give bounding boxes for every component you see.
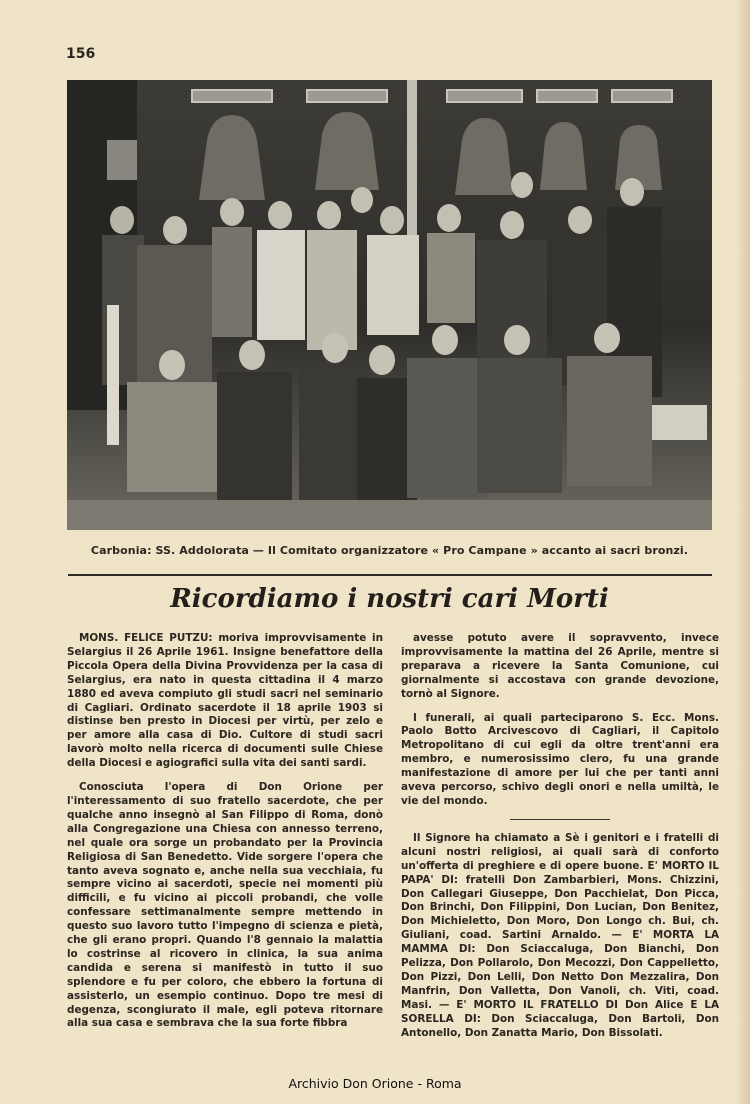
paragraph-putzu-death: avesse potuto avere il sopravvento, invece improvvisamente la mattina del 26 Aprile, mentre si preparava a ricevere la Santa Comunione, cui giornalmente si accostava con grande devozione, tornò al Signore. xyxy=(401,632,719,700)
article-column-right xyxy=(401,632,719,1050)
archive-footer: Archivio Don Orione - Roma xyxy=(288,1076,462,1091)
page-edge-shadow xyxy=(736,0,750,1104)
page-number: 156 xyxy=(66,46,96,62)
divider-rule xyxy=(68,574,712,576)
article-headline: Ricordiamo i nostri cari Morti xyxy=(170,584,609,614)
photo-caption: Carbonia: SS. Addolorata — Il Comitato organizzatore « Pro Campane » accanto ai sacri bronzi. xyxy=(90,544,689,557)
group-photo-icon xyxy=(67,80,712,530)
article-column-left xyxy=(67,632,383,1041)
section-separator xyxy=(510,819,610,820)
paragraph-putzu-funeral: I funerali, ai quali parteciparono S. Ecc. Mons. Paolo Botto Arcivescovo di Cagliari, il Capitolo Metropolitano di cui egli da oltre trent'anni era membro, e numerosissimo clero, fu una grande manifestazione di amore per lui che per tanti anni aveva percorso, schivo degli onori e nella umiltà, le vie del mondo. xyxy=(401,711,719,807)
paragraph-putzu-intro: MONS. FELICE PUTZU: moriva improvvisamente in Selargius il 26 Aprile 1961. Insigne benefattore della Piccola Opera della Divina Provvidenza per la casa di Selargius, era nato in questa cittadina il 4 marzo 1880 ed aveva compiuto gli studi sacri nel seminario di Cagliari. Ordinato sacerdote il 18 aprile 1903 si distinse ben presto in Diocesi per virtù, per zelo e per amore alla casa di Dio. Cultore di studi sacri lavorò molto nella ricerca di documenti sulle Chiese della Diocesi e agiografici sulla vita dei santi sardi. xyxy=(67,632,383,770)
paragraph-putzu-orione: Conosciuta l'opera di Don Orione per l'interessamento di suo fratello sacerdote, che per qualche anno insegnò al San Filippo di Roma, donò alla Congregazione una Chiesa con annesso terreno, nel quale ora sorge un probandato per la Provincia Religiosa di San Benedetto. Vide sorgere l'opera che tanto aveva sognato e, anche nella sua vecchiaia, fu sempre vicino ai sacerdoti, specie nei momenti più difficili, e fu vicino ai piccoli probandi, che volle confessare settimanalmente sempre mettendo in questo suo lavoro tutto l'impegno di scienza e pietà, che gli erano propri. Quando l'8 gennaio la malattia lo costrinse al ricovero in clinica, la sua anima candida e serena si manifestò in tutto il suo splendore e fu per coloro, che ebbero la fortuna di assisterlo, un esempio continuo. Dopo tre mesi di degenza, scongiurato il male, egli poteva ritornare alla sua casa e sembrava che la sua forte fibbra xyxy=(67,781,383,1030)
group-photo xyxy=(67,80,712,530)
paragraph-relatives-deceased: Il Signore ha chiamato a Sè i genitori e i fratelli di alcuni nostri religiosi, ai quali sarà di conforto un'offerta di preghiere e di opere buone. E' MORTO IL PAPA' DI: fratelli Don Zambarbieri, Mons. Chizzini, Don Callegari Giuseppe, Don Pacchielat, Don Picca, Don Brinchi, Don Filippini, Don Lucian, Don Benitez, Don Michieletto, Don Moro, Don Longo ch. Bui, ch. Giuliani, coad. Sartini Arnaldo. — E' MORTA LA MAMMA DI: Don Sciaccaluga, Don Bianchi, Don Pelizza, Don Pollarolo, Don Mecozzi, Don Cappelletto, Don Pizzi, Don Lelli, Don Netto Don Mezzalira, Don Manfrin, Don Valletta, Don Vanoli, ch. Viti, coad. Masi. — E' MORTO IL FRATELLO DI Don Alice E LA SORELLA DI: Don Sciaccaluga, Don Bartoli, Don Antonello, Don Zanatta Mario, Don Bissolati. xyxy=(401,831,719,1039)
